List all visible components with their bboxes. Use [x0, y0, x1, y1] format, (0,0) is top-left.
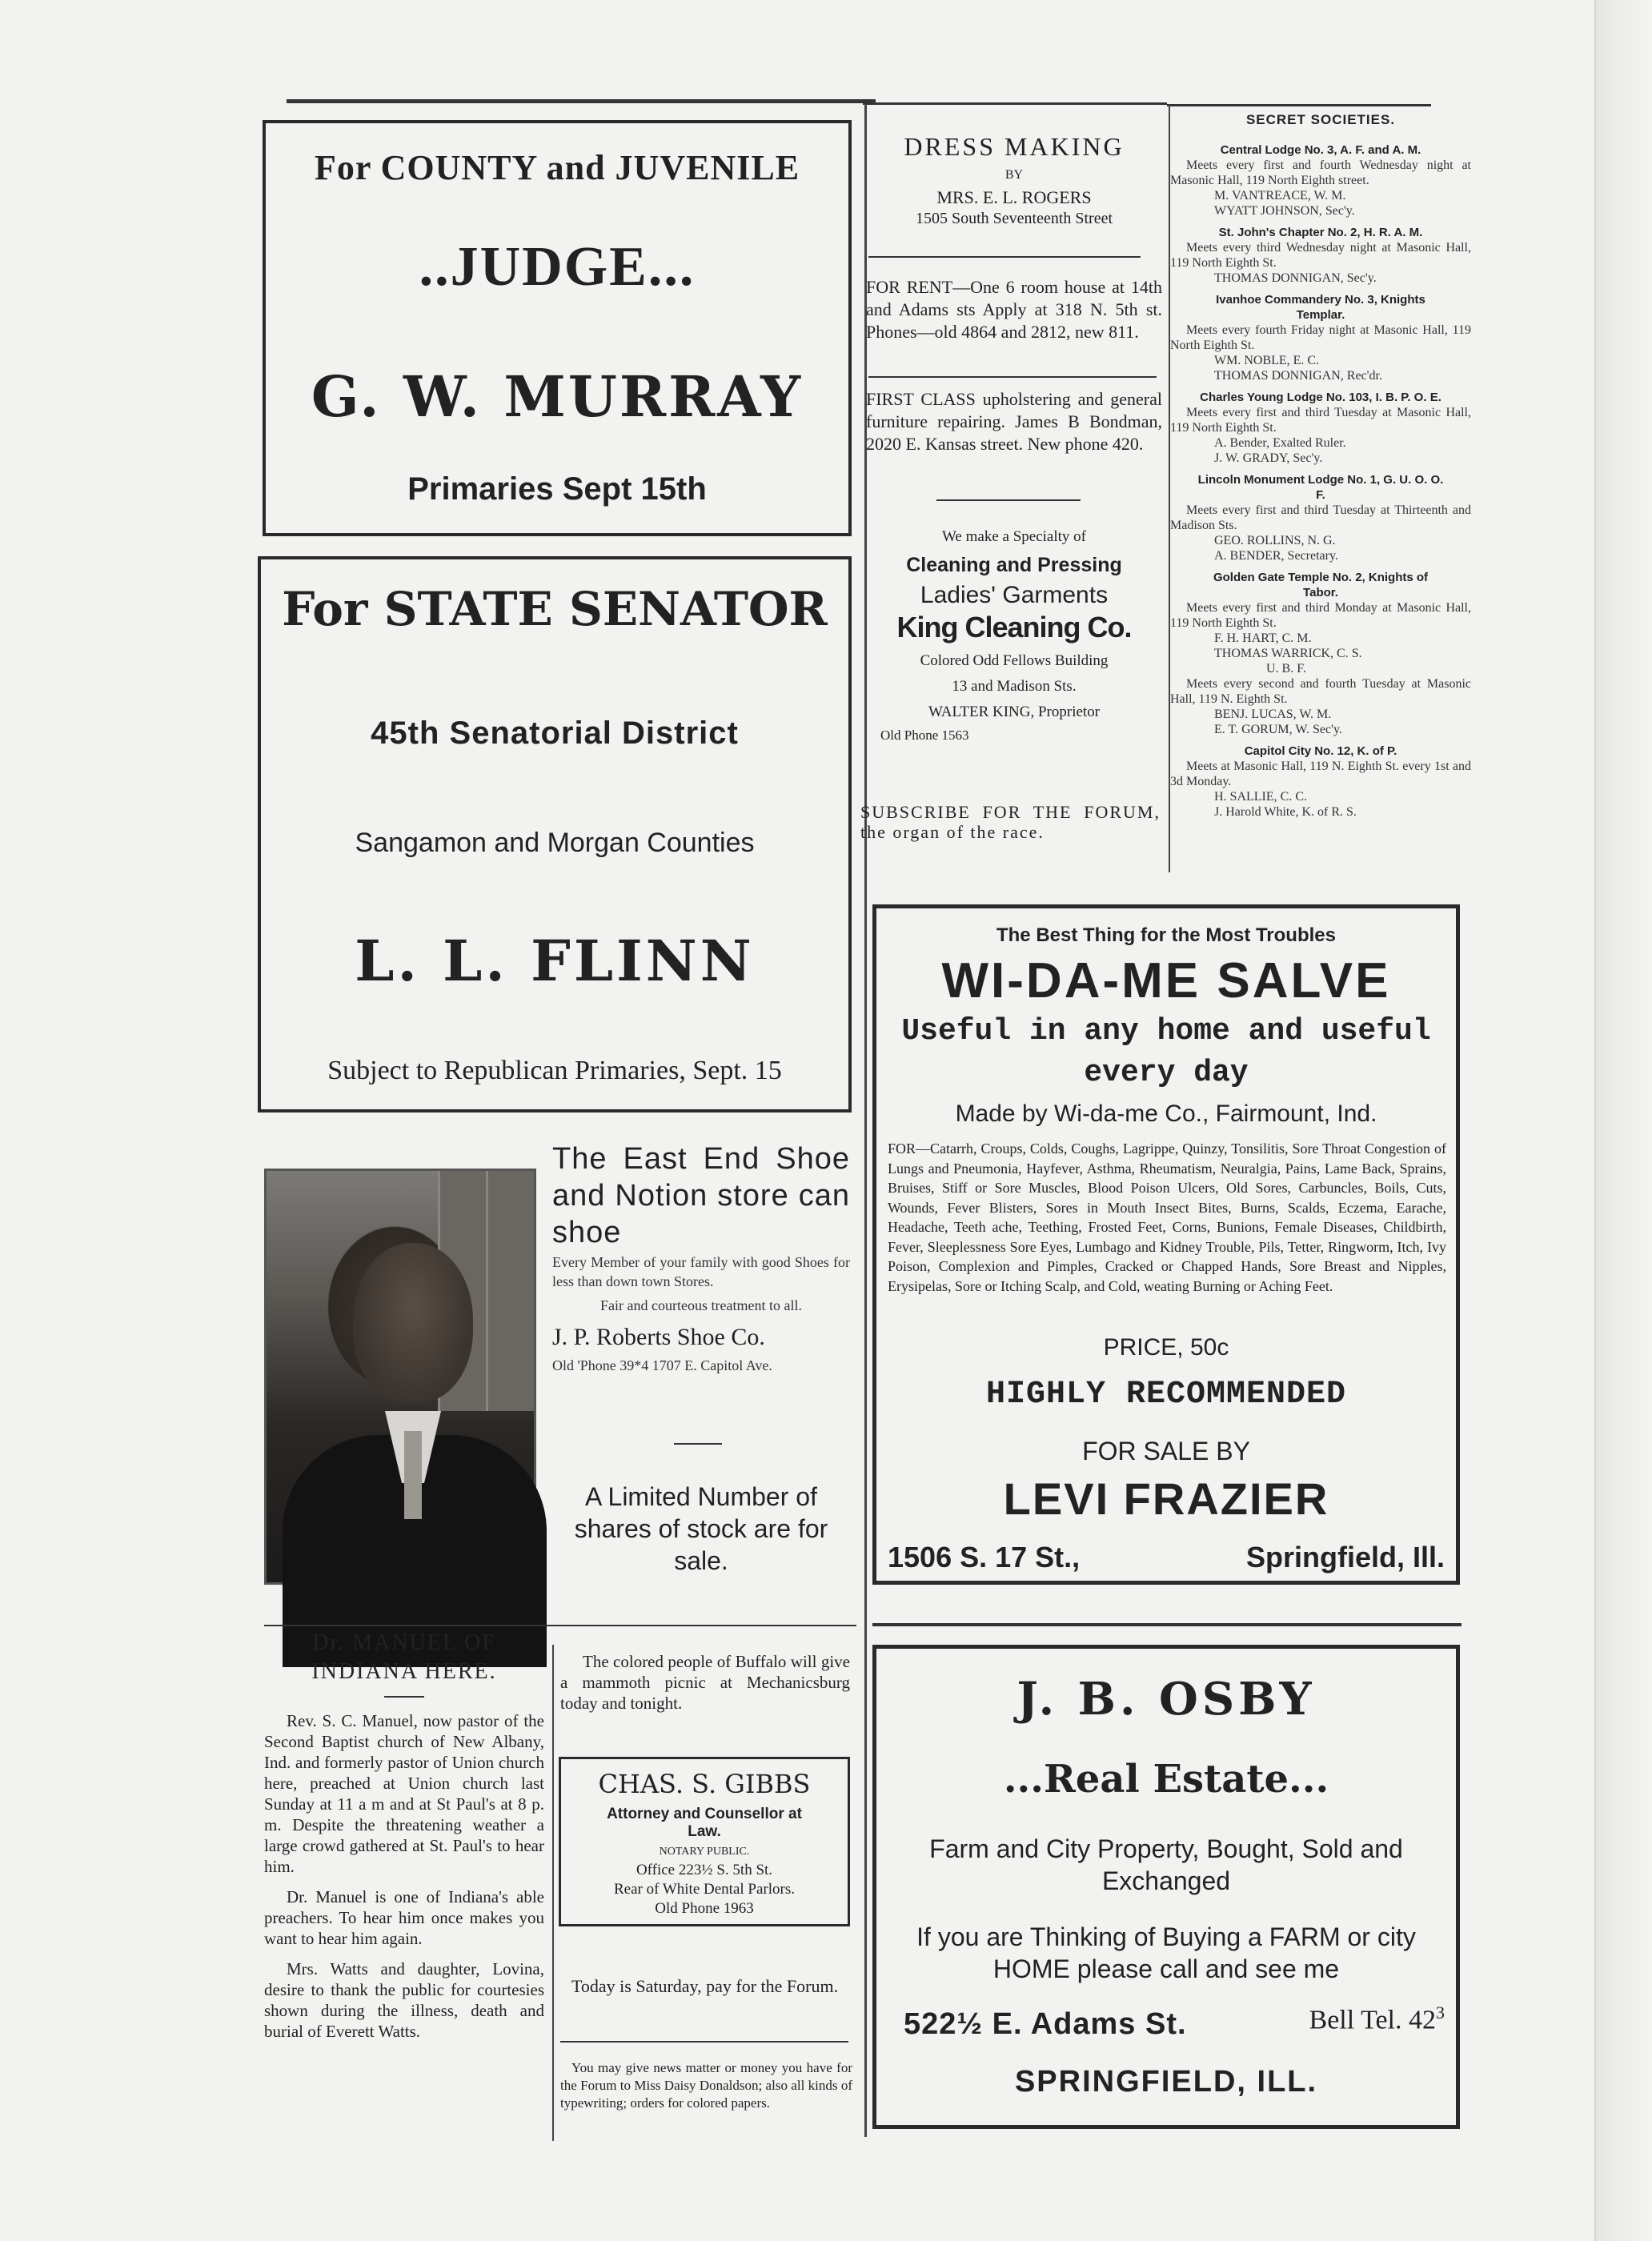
salve-recommended: HIGHLY RECOMMENDED — [985, 1377, 1347, 1413]
lodge-line: Meets every first and third Tuesday at Thirteenth and Madison Sts. — [1170, 503, 1471, 532]
lodge-name: St. John's Chapter No. 2, H. R. A. M. — [1218, 226, 1423, 239]
lodge-entry — [1170, 225, 1471, 286]
lodge-line: THOMAS DONNIGAN, Rec'dr. — [1214, 369, 1382, 383]
lodge-line: A. Bender, Exalted Ruler. — [1214, 436, 1346, 450]
salve-price: PRICE, 50c — [1103, 1334, 1229, 1361]
primaries-note: Primaries Sept 15th — [407, 471, 707, 507]
lodge-line: Meets every first and fourth Wednesday night at Masonic Hall, 119 North Eighth street. — [1170, 158, 1471, 187]
lodge-entry — [1170, 744, 1471, 820]
shoe-headline: The East End Shoe and Notion store can shoe — [552, 1142, 850, 1249]
lodge-line: BENJ. LUCAS, W. M. — [1214, 708, 1332, 721]
salve-ad — [872, 904, 1460, 1585]
shoe-contact: Old 'Phone 39*4 1707 E. Capitol Ave. — [552, 1357, 772, 1373]
article-paragraph: Mrs. Watts and daughter, Lovina, desire to thank the public for courtesies shown during the illness, death and burial of Everett Watts. — [264, 1959, 544, 2041]
gibbs-name: CHAS. S. GIBBS — [598, 1769, 811, 1799]
king-cleaning-ad — [858, 528, 1170, 744]
gibbs-office: Office 223½ S. 5th St. — [636, 1862, 773, 1878]
page-edge — [1594, 0, 1652, 2241]
lodge-list — [1170, 142, 1471, 820]
candidate-name: L. L. FLINN — [355, 928, 755, 994]
lodge-entry — [1170, 142, 1471, 218]
gibbs-rear: Rear of White Dental Parlors. — [614, 1881, 795, 1898]
osby-desc: Farm and City Property, Bought, Sold and Exchanged — [929, 1834, 1403, 1895]
lodge-line: M. VANTREACE, W. M. — [1214, 189, 1346, 202]
stock-notice: A Limited Number of shares of stock are for sale. — [574, 1482, 828, 1575]
lodge-entry — [1170, 390, 1471, 466]
lodge-name: Lincoln Monument Lodge No. 1, G. U. O. O. F. — [1197, 473, 1444, 502]
king-cleaning-garments: Ladies' Garments — [920, 582, 1109, 608]
lodge-line: WYATT JOHNSON, Sec'y. — [1214, 204, 1355, 218]
lodge-line: H. SALLIE, C. C. — [1214, 790, 1307, 804]
king-cleaning-proprietor: WALTER KING, Proprietor — [928, 704, 1101, 720]
salve-maker: Made by Wi-da-me Co., Fairmount, Ind. — [955, 1100, 1377, 1127]
lodge-name: Central Lodge No. 3, A. F. and A. M. — [1220, 143, 1421, 157]
king-cleaning-service: Cleaning and Pressing — [906, 554, 1122, 576]
gibbs-title: Attorney and Counsellor at Law. — [607, 1806, 802, 1840]
gibbs-notary: NOTARY PUBLIC. — [659, 1846, 750, 1858]
dress-making-title: DRESS MAKING — [904, 132, 1125, 161]
saturday-note: Today is Saturday, pay for the Forum. — [571, 1976, 839, 1996]
lodge-line: WM. NOBLE, E. C. — [1214, 354, 1320, 367]
salve-tagline: The Best Thing for the Most Troubles — [996, 924, 1336, 946]
osby-ad — [872, 1645, 1460, 2129]
lodge-line: J. W. GRADY, Sec'y. — [1214, 451, 1323, 465]
shoe-fair: Fair and courteous treatment to all. — [600, 1297, 802, 1313]
senator-ad-line1: For STATE SENATOR — [282, 582, 828, 636]
lodge-name: Ivanhoe Commandery No. 3, Knights Templar. — [1216, 293, 1425, 322]
senator-ad — [258, 556, 852, 1112]
osby-top-rule — [872, 1623, 1462, 1626]
lodge-line: U. B. F. — [1266, 662, 1306, 676]
king-cleaning-phone: Old Phone 1563 — [880, 728, 969, 743]
judge-ad-line1: For COUNTY and JUVENILE — [314, 148, 800, 187]
lodge-line: Meets every fourth Friday night at Masonic Hall, 119 North Eighth St. — [1170, 323, 1471, 352]
lodge-line: Meets every third Wednesday night at Masonic Hall, 119 North Eighth St. — [1170, 241, 1471, 270]
lodge-entry — [1170, 292, 1471, 383]
salve-city: Springfield, Ill. — [1245, 1541, 1445, 1574]
shoe-ad — [552, 1141, 850, 1376]
secret-societies — [1170, 112, 1471, 826]
buffalo-note: The colored people of Buffalo will give a mammoth picnic at Mechanicsburg today and tonight. — [560, 1652, 850, 1713]
judge-ad — [263, 120, 852, 536]
salve-body: FOR—Catarrh, Croups, Colds, Coughs, Lagrippe, Quinzy, Tonsilitis, Sore Throat Congestion of Lungs and Pneumonia, Hayfever, Asthma, Rheumatism, Neuralgia, Pains, Lame Back, Sprains, Bruises, Stiff or Sore Muscles, Blood Poison Ulcers, Old Sores, Carbuncles, Boils, Cuts, Wounds, Fever Blisters, Sores in Mouth Insect Bites, Burns, Scalds, Eczema, Earache, Headache, Teeth ache, Teething, Frosted Feet, Corns, Bunions, Female Diseases, Childbirth, Fever, Sleeplessness Sore Eyes, Lumbago and Kidney Trouble, Pils, Tetter, Ringworm, Itch, Ivy Poison, Complexion and Pimples, Cracked or Chapped Hands, Sore Breast and Nipples, Erysipelas, Sore or Itching Scalp, and Cold, weating Burning or Aching Feet. — [888, 1141, 1446, 1294]
senatorial-district: 45th Senatorial District — [371, 716, 739, 751]
lodge-name: Charles Young Lodge No. 103, I. B. P. O. E. — [1200, 391, 1441, 404]
lodge-line: E. T. GORUM, W. Sec'y. — [1214, 723, 1342, 736]
subscribe-notice: SUBSCRIBE FOR THE FORUM, the organ of the race. — [860, 802, 1161, 842]
news-note: You may give news matter or money you have for the Forum to Miss Daisy Donaldson; also all kinds of typewriting; orders for colored papers. — [560, 2060, 852, 2111]
divider — [264, 1625, 856, 1626]
shoe-body: Every Member of your family with good Shoes for less than down town Stores. — [552, 1254, 850, 1289]
shoe-company: J. P. Roberts Shoe Co. — [552, 1324, 765, 1350]
lodge-name: Golden Gate Temple No. 2, Knights of Tabor. — [1213, 571, 1429, 599]
judge-ad-heading: ..JUDGE... — [419, 236, 696, 298]
lodge-line: Meets every first and third Tuesday at Masonic Hall, 119 North Eighth St. — [1170, 406, 1471, 435]
salve-address: 1506 S. 17 St., — [888, 1541, 1081, 1574]
lodge-line: A. BENDER, Secretary. — [1214, 549, 1338, 563]
top-rule-left — [287, 99, 876, 103]
lodge-line: Meets at Masonic Hall, 119 N. Eighth St. every 1st and 3d Monday. — [1170, 760, 1471, 788]
salve-useful: Useful in any home and useful every day — [901, 1014, 1431, 1090]
candidate-name: G. W. MURRAY — [311, 363, 804, 430]
osby-phone-text: Bell Tel. 42 — [1309, 2005, 1436, 2035]
gibbs-phone: Old Phone 1963 — [655, 1900, 754, 1917]
osby-name: J. B. OSBY — [1016, 1673, 1316, 1726]
lodge-line: J. Harold White, K. of R. S. — [1214, 805, 1357, 819]
divider — [384, 1696, 424, 1698]
divider — [936, 499, 1081, 501]
dress-making-name: MRS. E. L. ROGERS — [936, 187, 1092, 207]
divider — [674, 1443, 722, 1445]
dress-making-ad — [866, 132, 1162, 228]
lodge-line: Meets every second and fourth Tuesday at Masonic Hall, 119 N. Eighth St. — [1170, 677, 1471, 706]
osby-phone-sup: 3 — [1436, 2002, 1445, 2023]
article-paragraph: Rev. S. C. Manuel, now pastor of the Second Baptist church of New Albany, Ind. and formerly pastor of Union church here, preached at Union church last Sunday at 11 a m and at St Paul's at 8 p. m. Despite the threatening weather a large crowd gathered at St. Paul's to hear him. — [264, 1711, 544, 1876]
portrait-face — [353, 1243, 473, 1403]
portrait-photo — [264, 1169, 536, 1585]
portrait-tie — [404, 1431, 422, 1519]
column-divider-3 — [552, 1645, 554, 2141]
salve-seller: LEVI FRAZIER — [1003, 1473, 1329, 1524]
top-rule-right — [1167, 104, 1431, 106]
lodge-name: Capitol City No. 12, K. of P. — [1244, 744, 1397, 758]
lodge-line: THOMAS WARRICK, C. S. — [1214, 647, 1362, 660]
upholstering-notice: FIRST CLASS upholstering and general furniture repairing. James B Bondman, 2020 E. Kansas street. New phone 420. — [866, 389, 1162, 454]
article-paragraph: Dr. Manuel is one of Indiana's able preachers. To hear him once makes you want to hear him again. — [264, 1887, 544, 1948]
salve-for-sale: FOR SALE BY — [1082, 1437, 1250, 1465]
lodge-line: GEO. ROLLINS, N. G. — [1214, 534, 1336, 547]
manuel-article — [264, 1629, 544, 2042]
for-rent-notice: FOR RENT—One 6 room house at 14th and Adams sts Apply at 318 N. 5th st. Phones—old 4864 and 2812, new 811. — [866, 277, 1162, 342]
counties: Sangamon and Morgan Counties — [355, 828, 755, 858]
article-headline: Dr. MANUEL OF INDIANA HERE. — [311, 1630, 497, 1684]
lodge-entry — [1170, 472, 1471, 563]
king-cleaning-streets: 13 and Madison Sts. — [952, 678, 1077, 695]
osby-city: SPRINGFIELD, ILL. — [1014, 2065, 1318, 2099]
divider — [868, 376, 1157, 378]
lodge-line: F. H. HART, C. M. — [1214, 631, 1312, 645]
divider — [560, 2041, 848, 2043]
salve-product: WI-DA-ME SALVE — [941, 953, 1391, 1008]
osby-address: 522½ E. Adams St. — [904, 2007, 1187, 2041]
king-cleaning-company: King Cleaning Co. — [896, 611, 1132, 643]
divider — [868, 256, 1141, 258]
lodge-entry — [1170, 570, 1471, 737]
lodge-line: THOMAS DONNIGAN, Sec'y. — [1214, 271, 1377, 285]
top-rule-mid — [863, 102, 1167, 105]
osby-phone — [1309, 2002, 1445, 2035]
gibbs-ad — [559, 1757, 850, 1926]
osby-business: ...Real Estate... — [1003, 1757, 1329, 1802]
osby-pitch: If you are Thinking of Buying a FARM or city HOME please call and see me — [916, 1922, 1416, 1983]
dress-making-by: BY — [1004, 168, 1024, 182]
primaries-note: Subject to Republican Primaries, Sept. 15 — [327, 1056, 782, 1085]
king-cleaning-building: Colored Odd Fellows Building — [920, 652, 1109, 669]
dress-making-address: 1505 South Seventeenth Street — [915, 210, 1113, 227]
king-cleaning-intro: We make a Specialty of — [942, 528, 1086, 545]
secret-societies-title: SECRET SOCIETIES. — [1245, 112, 1396, 127]
lodge-line: Meets every first and third Monday at Masonic Hall, 119 North Eighth St. — [1170, 601, 1471, 630]
